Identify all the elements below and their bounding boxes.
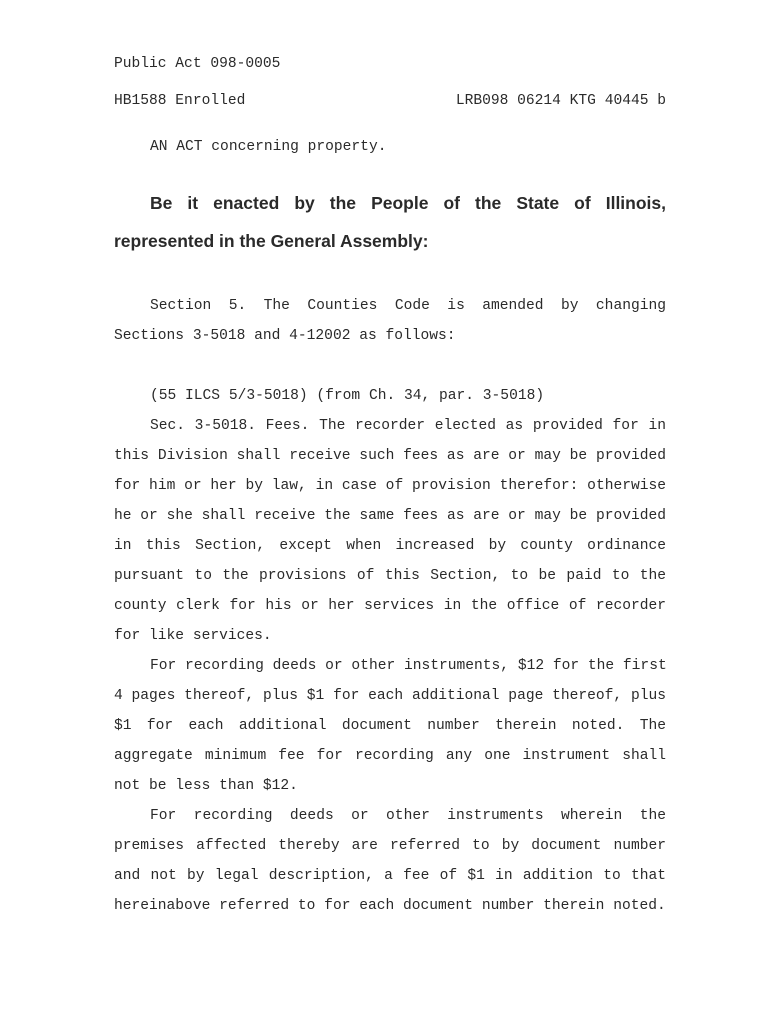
paragraph-line: For recording deeds or other instruments wherein the (150, 808, 666, 824)
paragraph-line: for him or her by law, in case of provision therefor: otherwise (114, 478, 666, 494)
statute-citation: (55 ILCS 5/3-5018) (from Ch. 34, par. 3-5018) (150, 388, 545, 404)
enacting-clause-line-1: Be it enacted by the People of the State of Illinois, (150, 193, 666, 213)
paragraph-line: he or she shall receive the same fees as are or may be provided (114, 508, 666, 524)
paragraph-line: hereinabove referred to for each document number therein noted. (114, 898, 666, 914)
enacting-clause-line-2: represented in the General Assembly: (114, 231, 429, 251)
statute-citation-block (114, 381, 666, 411)
bill-number: HB1588 Enrolled (114, 93, 246, 109)
paragraph-line: and not by legal description, a fee of $1 in addition to that (114, 868, 666, 884)
paragraph-line: for like services. (114, 628, 272, 644)
paragraph-line: pursuant to the provisions of this Section, to be paid to the (114, 568, 666, 584)
paragraph-line: in this Section, except when increased by county ordinance (114, 538, 666, 554)
paragraph-recording-fees (114, 651, 666, 801)
section-5-line: Section 5. The Counties Code is amended by changing (150, 298, 666, 314)
paragraph-line: Sec. 3-5018. Fees. The recorder elected as provided for in (150, 418, 666, 434)
act-title: AN ACT concerning property. (150, 139, 387, 155)
paragraph-line: this Division shall receive such fees as are or may be provided (114, 448, 666, 464)
paragraph-line: For recording deeds or other instruments, $12 for the first (150, 658, 667, 674)
public-act-number: Public Act 098-0005 (114, 56, 281, 72)
section-5-intro (114, 291, 666, 351)
paragraph-line: $1 for each additional document number therein noted. The (114, 718, 666, 734)
paragraph-sec-3-5018 (114, 411, 666, 651)
paragraph-line: not be less than $12. (114, 778, 298, 794)
paragraph-line: county clerk for his or her services in the office of recorder (114, 598, 666, 614)
paragraph-line: 4 pages thereof, plus $1 for each additional page thereof, plus (114, 688, 666, 704)
paragraph-line: premises affected thereby are referred to by document number (114, 838, 666, 854)
lrb-reference: LRB098 06214 KTG 40445 b (455, 93, 666, 109)
paragraph-document-number-fees (114, 801, 666, 921)
paragraph-line: aggregate minimum fee for recording any one instrument shall (114, 748, 666, 764)
section-5-line: Sections 3-5018 and 4-12002 as follows: (114, 328, 456, 344)
